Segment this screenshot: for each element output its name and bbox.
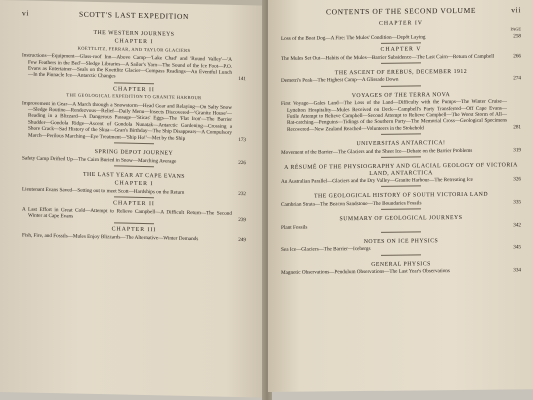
entry-text: The Mules Set Out—Habits of the Mules—Barrier Subsidence—The Last Cairn—Return of Campbell: [281, 53, 495, 62]
divider: [114, 223, 154, 225]
entry-page: 226: [238, 159, 246, 166]
entry-page: 335: [513, 199, 521, 206]
right-page-number: vii: [511, 5, 521, 15]
entry-page: 249: [238, 236, 246, 243]
entry-text: Cambrian Strata—The Beacon Sandstone—The Boundaries Fossils: [281, 200, 422, 208]
chapter-subtitle: THE GEOLOGICAL EXPEDITION TO GRANITE HARBOUR: [66, 92, 202, 101]
toc-entry: [281, 53, 521, 62]
toc-section: [281, 19, 521, 42]
entry-text: Safety Camp Drifted Up—The Cairn Buried in Snow—Marching Average: [22, 154, 177, 165]
page-column-label: PAGE: [510, 26, 521, 32]
section-title: THE WESTERN JOURNEYS: [93, 29, 175, 38]
entry-text: Instructions—Equipment—Glass-roof Inn—Above Camp—'Lake Chad' and 'Round Valley'—'A Few Feathers in the Bed'—Sledge Libraries—A Sailor's Yarn—The Sound of the Ice Foot—P.O. Evans as Entertainer—Seals on the Koettlitz Glacier—Compass Readings—An Eventful Lunch—In the Pinnacle Ice—Antarctic Changes: [22, 52, 232, 80]
entry-text: Fish, Fire, and Fossils—Mules Enjoy Blizzards—The Alternative—Winter Demands: [22, 232, 199, 242]
chapter-heading: CHAPTER V: [380, 46, 422, 54]
divider: [381, 186, 421, 187]
chapter-heading: CHAPTER I: [114, 180, 154, 188]
divider: [381, 156, 421, 157]
toc-section: [281, 140, 521, 156]
section-title: THE LAST YEAR AT CAPE EVANS: [82, 171, 186, 180]
toc-section: [281, 46, 521, 62]
section-title: SPRING DEPOT JOURNEY: [94, 149, 174, 157]
toc-section: [281, 91, 521, 133]
toc-entry: [281, 76, 521, 85]
toc-entry: [22, 53, 246, 83]
entry-text: An Australian Parallel—Glaciers and the Dry Valley—Granite Harbour—The Retreating Ice: [281, 176, 473, 185]
chapter-subtitle: KOETTLITZ, FERRAR, AND TAYLOR GLACIERS: [77, 45, 191, 53]
section-title: THE ASCENT OF EREBUS, DECEMBER 1912: [334, 68, 468, 77]
entry-text: Sea Ice—Glaciers—The Barrier—Icebergs: [281, 246, 371, 254]
entry-page: 342: [513, 221, 521, 228]
entry-text: A Last Effort in Great Cold—Attempt to Relieve Campbell—A Difficult Return—The Second Winter at Cape Evans: [22, 205, 232, 220]
chapter-heading: CHAPTER I: [114, 38, 154, 46]
toc-entry: [281, 176, 521, 185]
section-title: NOTES ON ICE PHYSICS: [363, 238, 439, 245]
toc-section: [22, 225, 246, 244]
entry-text: Plant Fossils: [281, 224, 308, 231]
right-contents: [281, 17, 521, 278]
left-page-number: vi: [22, 8, 30, 18]
toc-entry: [281, 245, 521, 254]
toc-section: [281, 214, 521, 230]
divider: [114, 82, 154, 84]
section-title: A RÉSUMÉ OF THE PHYSIOGRAPHY AND GLACIAL GEOLOGY OF VICTORIA LAND, ANTARCTICA: [284, 162, 518, 177]
toc-section: [22, 84, 246, 143]
entry-page: 239: [238, 216, 246, 224]
section-title: UNIVERSITAS ANTARCTICA!: [356, 140, 446, 148]
toc-section: [22, 199, 246, 224]
divider: [381, 85, 421, 86]
entry-text: First Voyage—Gales Land—The Loss of the Land—Difficulty with the Pumps—The Winter Cruise—Lyttelton Hospitality—Mules Received on Deck—Campbell's Party Transferred—Off Cape Evans—Futile Attempt to Relieve Campbell—Second Attempt to Relieve Campbell—The Worst Storm of All—Rat-catching—Penguins—Tidings of the Southern Party—The Memorial Cross—Geological Specimens Recovered—New Zealand Reached—Volunteers in the Stokehold: [281, 98, 507, 133]
toc-entry: [281, 147, 521, 156]
toc-section: [281, 260, 521, 276]
entry-page: 334: [513, 267, 521, 274]
right-page: [268, 0, 533, 392]
left-contents: [22, 22, 246, 245]
divider: [114, 165, 154, 167]
divider: [114, 142, 154, 144]
toc-entry: [281, 268, 521, 277]
toc-section: [22, 28, 246, 83]
entry-page: 258: [513, 33, 521, 40]
toc-entry: [281, 99, 521, 134]
section-title: SUMMARY OF GEOLOGICAL JOURNEYS: [339, 215, 463, 223]
toc-entry: [281, 199, 521, 208]
toc-entry: [281, 33, 521, 42]
divider: [381, 209, 421, 210]
entry-page: 319: [513, 147, 521, 154]
toc-section: [281, 237, 521, 253]
chapter-heading: CHAPTER III: [111, 226, 157, 234]
chapter-heading: CHAPTER IV: [379, 20, 423, 27]
chapter-heading: CHAPTER II: [113, 200, 155, 208]
left-running-head: SCOTT'S LAST EXPEDITION: [78, 9, 189, 21]
entry-text: Lieutenant Evans Saved—Setting out to meet Scott—Hardships on the Return: [22, 186, 185, 196]
right-running-header: [281, 5, 521, 17]
section-title: THE GEOLOGICAL HISTORY OF SOUTH VICTORIA LAND: [313, 192, 489, 200]
entry-page: 274: [513, 75, 521, 82]
toc-entry: [22, 100, 246, 143]
divider: [381, 43, 421, 44]
right-running-head: CONTENTS OF THE SECOND VOLUME: [325, 5, 477, 17]
divider: [381, 62, 421, 63]
entry-page: 326: [513, 176, 521, 183]
entry-page: 173: [238, 136, 246, 143]
entry-text: Magnetic Observations—Pendulum Observations—The Last Year's Observations: [281, 268, 450, 277]
section-title: VOYAGES OF THE TERRA NOVA: [351, 91, 451, 99]
left-page: [0, 0, 266, 398]
entry-text: Movement of the Barrier—The Glaciers and the Sheet Ice—Debate on the Barrier Problems: [281, 147, 473, 156]
divider: [114, 197, 154, 199]
toc-section: [22, 148, 246, 167]
left-running-header: [22, 8, 246, 22]
entry-page: 141: [238, 76, 246, 83]
toc-entry: [281, 222, 521, 231]
entry-page: 266: [513, 52, 521, 60]
entry-page: 281: [513, 124, 521, 131]
toc-section: [281, 68, 521, 84]
toc-section: [22, 170, 246, 197]
entry-text: Demetri's Peak—The Highest Camp—A Glissade Down: [281, 77, 399, 85]
divider: [381, 254, 421, 255]
entry-text: Loss of the Boat Dog—A Fire: The Mules' Condition—Depôt Laying: [281, 34, 426, 42]
entry-text: Improvement in Gear—A March through a Snowstorm—Head Gear and Relaying—On Salty Snow—Sledge Routine—Rendezvous—Relief—Daily Menu—Insects Discovered—'Granite House'—Reading in a Blizzard—A Dangerous Passage—'Sticas' Eggs—The 'Flat Iron'—The Barrier Shudder—Gondola Ridge—Ascent of Gondola Nunatak—Antarctic Gardening—Crossing a Shore Crack—Sad History of the Skua—Gran's Birthday—The Ship Disappears—A Compulsory March—Perilous Marching—Eye Treatment—'Ship Ho!'—Met by the Ship: [22, 100, 232, 142]
chapter-heading: CHAPTER II: [113, 86, 155, 94]
entry-page: 345: [513, 244, 521, 251]
divider: [381, 134, 421, 135]
toc-section: [281, 192, 521, 208]
toc-section: [281, 162, 521, 185]
section-title: GENERAL PHYSICS: [371, 261, 431, 268]
divider: [381, 231, 421, 232]
entry-page: 232: [238, 190, 246, 197]
